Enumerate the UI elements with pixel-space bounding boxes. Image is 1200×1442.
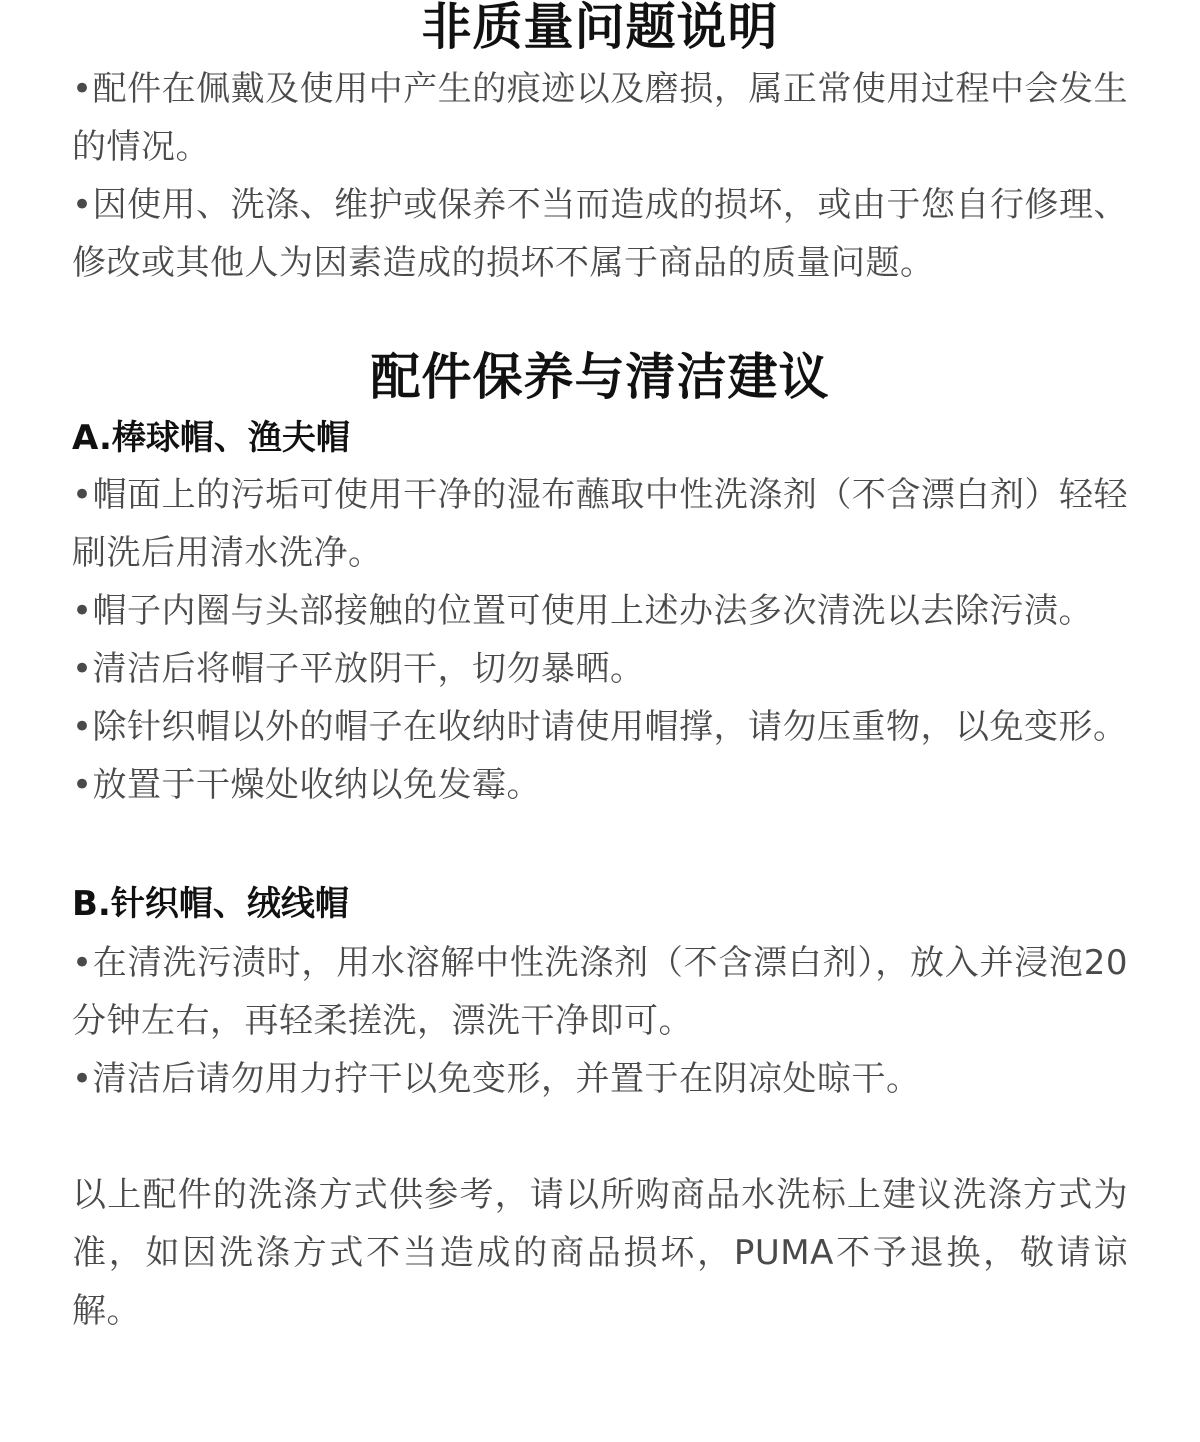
section-a-item: •帽面上的污垢可使用干净的湿布蘸取中性洗涤剂（不含漂白剂）轻轻刷洗后用清水洗净。: [72, 475, 1128, 573]
section-a-item: •帽子内圈与头部接触的位置可使用上述办法多次清洗以去除污渍。: [72, 591, 1094, 631]
section-b-item: •在清洗污渍时，用水溶解中性洗涤剂（不含漂白剂），放入并浸泡20分钟左右，再轻柔搓洗，漂洗干净即可。: [72, 943, 1128, 1041]
non-quality-list: [72, 60, 1128, 292]
section-a-item: •放置于干燥处收纳以免发霉。: [72, 765, 542, 805]
non-quality-item: •配件在佩戴及使用中产生的痕迹以及磨损，属正常使用过程中会发生的情况。: [72, 69, 1128, 167]
care-title: 配件保养与清洁建议: [370, 348, 830, 406]
section-b-list: [72, 934, 1128, 1108]
non-quality-title: 非质量问题说明: [421, 0, 779, 56]
non-quality-item: •因使用、洗涤、维护或保养不当而造成的损坏，或由于您自行修理、修改或其他人为因素造成的损坏不属于商品的质量问题。: [72, 185, 1128, 283]
closing-note: 以上配件的洗涤方式供参考，请以所购商品水洗标上建议洗涤方式为准，如因洗涤方式不当造成的商品损坏，PUMA不予退换，敬请谅解。: [72, 1175, 1128, 1331]
section-a-item: •除针织帽以外的帽子在收纳时请使用帽撑，请勿压重物，以免变形。: [72, 707, 1128, 747]
section-a-list: [72, 466, 1128, 814]
section-a-heading: A.棒球帽、渔夫帽: [72, 418, 350, 458]
section-b-item: •清洁后请勿用力拧干以免变形，并置于在阴凉处晾干。: [72, 1059, 921, 1099]
section-b-heading: B.针织帽、绒线帽: [72, 884, 349, 924]
care-instructions-page: [72, 0, 1128, 1340]
section-a-item: •清洁后将帽子平放阴干，切勿暴晒。: [72, 649, 645, 689]
